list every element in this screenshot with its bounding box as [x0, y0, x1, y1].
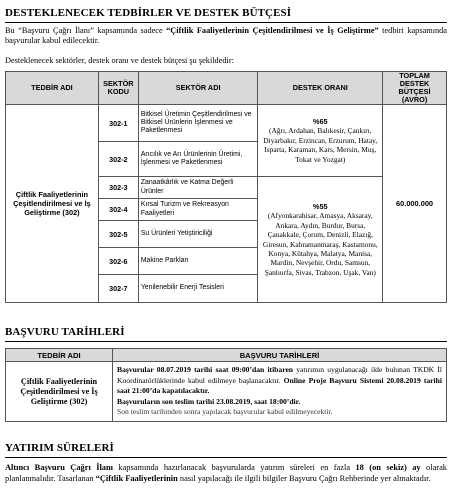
yatirim-mid-1: kapsamında hazırlanacak başvurularda yatırım süreleri en fazla [112, 463, 356, 472]
sector-code: 302-1 [98, 105, 138, 142]
dates-line4: Son teslim tarihinden sonra yapılacak başvurular kabul edilmeyecektir. [117, 407, 333, 417]
destek-55-pct: %55 [312, 201, 328, 211]
yatirim-bold-1: Altıncı Başvuru Çağrı İlanı [5, 463, 113, 472]
tedbir-table [5, 71, 447, 303]
destek-65-cell [258, 105, 383, 177]
yatirim-mid-2: olarak planlanmalıdır. Tasarlanan [5, 463, 447, 483]
dates-line1-bold: Başvurular 08.07.2019 tarihi saat 09:00’dan itibaren [117, 365, 294, 375]
header-sektor: SEKTÖR ADI [138, 72, 258, 105]
sector-code: 302-7 [98, 275, 138, 303]
destek-65-provinces: (Ağrı, Ardahan, Balıkesir, Çankırı, Diyarbakır, Erzincan, Erzurum, Hatay, Isparta, Karaman, Kars, Mersin, Muş, Tokat ve Yozgat) [263, 126, 378, 164]
dates-line3: Başvuruların son teslim tarihi 23.08.2019, saat 18:00’dir. [117, 396, 301, 406]
dates-header-row [6, 349, 447, 362]
sector-name: Kırsal Turizm ve Rekreasyon Faaliyetleri [138, 199, 258, 221]
destek-65-pct: %65 [312, 116, 328, 126]
destek-55-cell [258, 177, 383, 303]
section-divider [5, 22, 447, 23]
sector-name: Zanaatkârlık ve Katma Değerli Ürünler [138, 177, 258, 199]
header-oran: DESTEK ORANI [258, 72, 383, 105]
yatirim-bold-3: “Çiftlik Faaliyetlerinin [95, 474, 178, 483]
intro-prefix: Bu “Başvuru Çağrı İlanı” kapsamında sadece [5, 26, 167, 35]
dates-header-basvuru: BAŞVURU TARİHLERİ [113, 349, 447, 362]
dates-row [6, 362, 447, 422]
intro-bold: “Çiftlik Faaliyetlerinin Çeşitlendirilmesi ve İş Geliştirme” [166, 26, 379, 35]
dates-tedbir-name: Çiftlik Faaliyetlerinin Çeşitlendirilmesi ve İş Geliştirme (302) [6, 362, 113, 422]
intro-suffix: tedbiri kapsamında başvurular kabul edilecektir. [5, 26, 447, 45]
dates-header-tedbir: TEDBİR ADI [6, 349, 113, 362]
sector-code: 302-2 [98, 142, 138, 177]
yatirim-paragraph [5, 462, 447, 484]
section-title-basvuru: BAŞVURU TARİHLERİ [5, 326, 125, 338]
yatirim-rest: nasıl yapılacağı ile ilgili bilgiler Başvuru Çağrı Rehberinde yer almaktadır. [177, 474, 431, 483]
sector-code: 302-3 [98, 177, 138, 199]
dates-details [113, 362, 447, 422]
sector-name: Makine Parkları [138, 248, 258, 275]
header-butce: TOPLAM DESTEK BÜTÇESİ (AVRO) [383, 72, 447, 105]
sector-code: 302-5 [98, 221, 138, 248]
section-title-tedbirler: DESTEKLENECEK TEDBİRLER VE DESTEK BÜTÇESİ [5, 7, 292, 19]
intro-paragraph-2: Desteklenecek sektörler, destek oranı ve destek bütçesi şu şekildedir: [5, 56, 234, 65]
tedbir-name-cell: Çiftlik Faaliyetlerinin Çeşitlendirilmesi ve İş Geliştirme (302) [6, 105, 99, 303]
dates-table [5, 348, 447, 422]
budget-cell: 60.000.000 [383, 105, 447, 303]
sector-name: Yenilenebilir Enerji Tesisleri [138, 275, 258, 303]
yatirim-bold-2: 18 (on sekiz) ay [355, 463, 421, 472]
table-row [6, 105, 447, 142]
section-divider [5, 341, 447, 342]
dates-line1-rest: yatırımın uygulanacağı ilde bulunan TKDK İl Koordinatörlüklerinde kabul edilmeye başlanacaktır. [117, 365, 443, 385]
dates-line2: Online Proje Başvuru Sistemi 20.08.2019 tarihi saat 21:00’da kapatılacaktır. [117, 375, 442, 396]
sector-name: Arıcılık ve Arı Ürünlerinin Üretimi, İşlenmesi ve Paketlenmesi [138, 142, 258, 177]
sector-name: Bitkisel Üretimin Çeşitlendirilmesi ve Bitkisel Ürünlerin İşlenmesi ve Paketlenmesi [138, 105, 258, 142]
table-header-row [6, 72, 447, 105]
header-tedbir: TEDBİR ADI [6, 72, 99, 105]
sector-code: 302-6 [98, 248, 138, 275]
sector-name: Su Ürünleri Yetiştiriciliği [138, 221, 258, 248]
destek-55-provinces: (Afyonkarahisar, Amasya, Aksaray, Ankara, Aydın, Burdur, Bursa, Çanakkale, Çorum, Denizli, Elazığ, Giresun, Kahramanmaraş, Kastamonu, Konya, Kütahya, Malatya, Manisa, Mardin, Nevşehir, Ordu, Samsun, Şanlıurfa, Sivas, Trabzon, Uşak, Van) [262, 211, 378, 277]
header-kod: SEKTÖR KODU [98, 72, 138, 105]
section-divider [5, 457, 447, 458]
section-title-yatirim: YATIRIM SÜRELERİ [5, 442, 114, 454]
intro-paragraph [5, 26, 447, 46]
sector-code: 302-4 [98, 199, 138, 221]
